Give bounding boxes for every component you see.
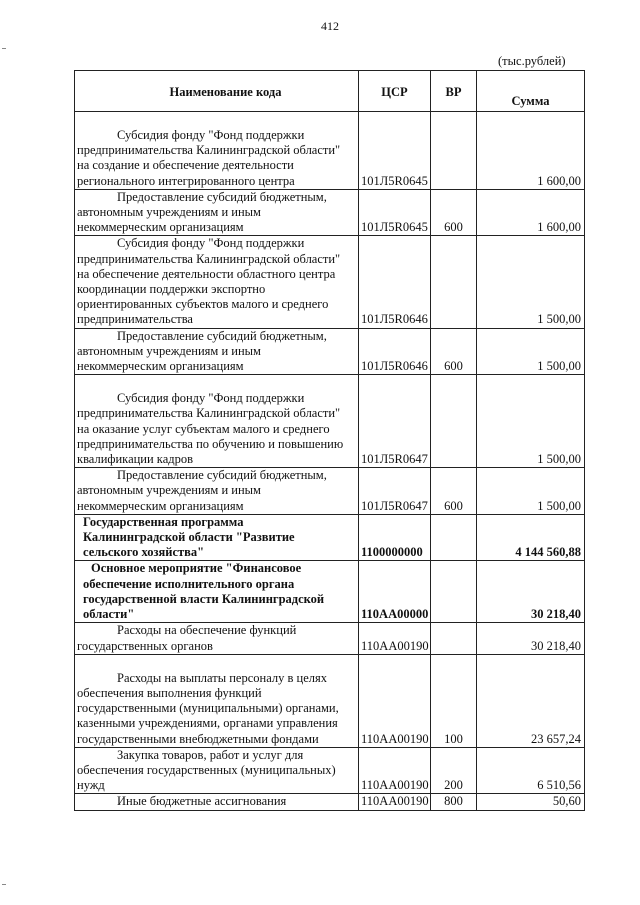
row-name-line: нужд [77,778,105,793]
row-name-line: обеспечения государственных (муниципальных) [77,762,336,777]
row-vr: 600 [431,468,477,515]
row-name-line: сельского хозяйства" [83,545,205,560]
row-name-line: Предоставление субсидий бюджетным, [117,189,327,204]
row-name-line: автономным учреждениям и иным [77,483,261,498]
row-csr: 101Л5R0646 [359,236,431,328]
row-csr: 101Л5R0647 [359,468,431,515]
row-sum: 50,60 [477,794,585,810]
row-vr [431,236,477,328]
row-name-line: Расходы на обеспечение функций [117,623,297,638]
row-name-line: Калининградской области "Развитие [83,530,295,545]
table-row [75,623,585,654]
row-sum: 1 600,00 [477,189,585,236]
row-name [75,112,359,190]
row-name-line: предпринимательства [77,312,193,327]
row-name-line: ориентированных субъектов малого и среднего [77,297,329,312]
row-sum: 1 500,00 [477,375,585,468]
row-sum: 1 500,00 [477,468,585,515]
row-csr: 101Л5R0645 [359,189,431,236]
header-name: Наименование кода [75,71,359,112]
row-name-line: казенными учреждениями, органами управления [77,716,338,731]
row-name-line: координации поддержки экспортно [77,282,266,297]
row-name-line: Субсидия фонду "Фонд поддержки [117,391,305,406]
row-csr: 101Л5R0647 [359,375,431,468]
row-name-line: Закупка товаров, работ и услуг для [117,747,304,762]
row-name [75,328,359,375]
row-sum: 30 218,40 [477,561,585,623]
row-name-line: автономным учреждениям и иным [77,205,261,220]
row-name [75,468,359,515]
row-csr: 101Л5R0646 [359,328,431,375]
row-name-line: регионального интегрированного центра [77,173,295,188]
row-name-line: некоммерческим организациям [77,498,244,513]
row-name-line: Иные бюджетные ассигнования [117,794,287,809]
row-name-line: Субсидия фонду "Фонд поддержки [117,236,305,251]
row-name-line: некоммерческим организациям [77,220,244,235]
row-name-line: области" [83,607,135,622]
row-vr: 800 [431,794,477,810]
row-sum: 1 500,00 [477,236,585,328]
units-label: (тыс.рублей) [498,54,566,68]
row-vr: 600 [431,328,477,375]
header-vr: ВР [431,71,477,112]
budget-table [74,70,585,811]
table-row [75,514,585,561]
row-vr [431,561,477,623]
row-name [75,375,359,468]
table-row [75,794,585,810]
table-row [75,112,585,190]
table-row [75,375,585,468]
row-sum: 30 218,40 [477,623,585,654]
row-name-line: Субсидия фонду "Фонд поддержки [117,128,305,142]
row-name-line: на создание и обеспечение деятельности [77,158,294,173]
row-vr [431,112,477,190]
row-name-line: обеспечения выполнения функций [77,685,262,700]
row-name-line: предпринимательства по обучению и повышению [77,436,344,451]
row-vr [431,514,477,561]
row-vr: 100 [431,654,477,747]
row-name-line: государственной власти Калининградской [83,591,325,606]
row-csr: 110АА00190 [359,654,431,747]
header-sum: Сумма [477,71,585,112]
row-name-line: обеспечение исполнительного органа [83,576,295,591]
row-csr: 1100000000 [359,514,431,561]
table-row [75,468,585,515]
row-name [75,514,359,561]
page-number: 412 [321,19,339,33]
row-name-line: Государственная программа [83,514,244,529]
table-row [75,747,585,794]
row-name-line: квалификации кадров [77,452,194,467]
margin-mark [2,884,6,885]
table-row [75,328,585,375]
row-name-line: Предоставление субсидий бюджетным, [117,468,327,483]
header-csr: ЦСР [359,71,431,112]
row-name-line: некоммерческим организациям [77,359,244,374]
table-row [75,561,585,623]
row-vr [431,623,477,654]
row-sum: 1 500,00 [477,328,585,375]
row-sum: 23 657,24 [477,654,585,747]
table-body [75,112,585,811]
table-header-row [75,71,585,112]
row-name-line: на оказание услуг субъектам малого и среднего [77,421,330,436]
row-sum: 6 510,56 [477,747,585,794]
row-name [75,623,359,654]
row-name-line: автономным учреждениям и иным [77,343,261,358]
row-csr: 110АА00000 [359,561,431,623]
row-name-line: государственными (муниципальными) органами, [77,701,339,716]
row-name-line: Предоставление субсидий бюджетным, [117,328,327,343]
row-csr: 110АА00190 [359,747,431,794]
row-vr [431,375,477,468]
table-row [75,236,585,328]
row-csr: 101Л5R0645 [359,112,431,190]
row-name [75,236,359,328]
row-name [75,747,359,794]
row-name-line: на обеспечение деятельности областного центра [77,266,336,281]
row-name-line: Основное мероприятие "Финансовое [91,561,302,576]
row-name-line: государственных органов [77,638,213,653]
row-csr: 110АА00190 [359,623,431,654]
row-name [75,794,359,810]
row-name-line: предпринимательства Калининградской области" [77,143,341,158]
row-sum: 1 600,00 [477,112,585,190]
row-name [75,189,359,236]
row-name-line: предпринимательства Калининградской области" [77,406,341,421]
row-vr: 200 [431,747,477,794]
margin-mark [2,48,6,49]
row-name-line: государственными внебюджетными фондами [77,731,319,746]
row-vr: 600 [431,189,477,236]
row-name [75,654,359,747]
row-name-line: предпринимательства Калининградской области" [77,251,341,266]
row-csr: 110АА00190 [359,794,431,810]
table-row [75,654,585,747]
row-sum: 4 144 560,88 [477,514,585,561]
row-name-line: Расходы на выплаты персоналу в целях [117,670,327,685]
table-row [75,189,585,236]
row-name [75,561,359,623]
